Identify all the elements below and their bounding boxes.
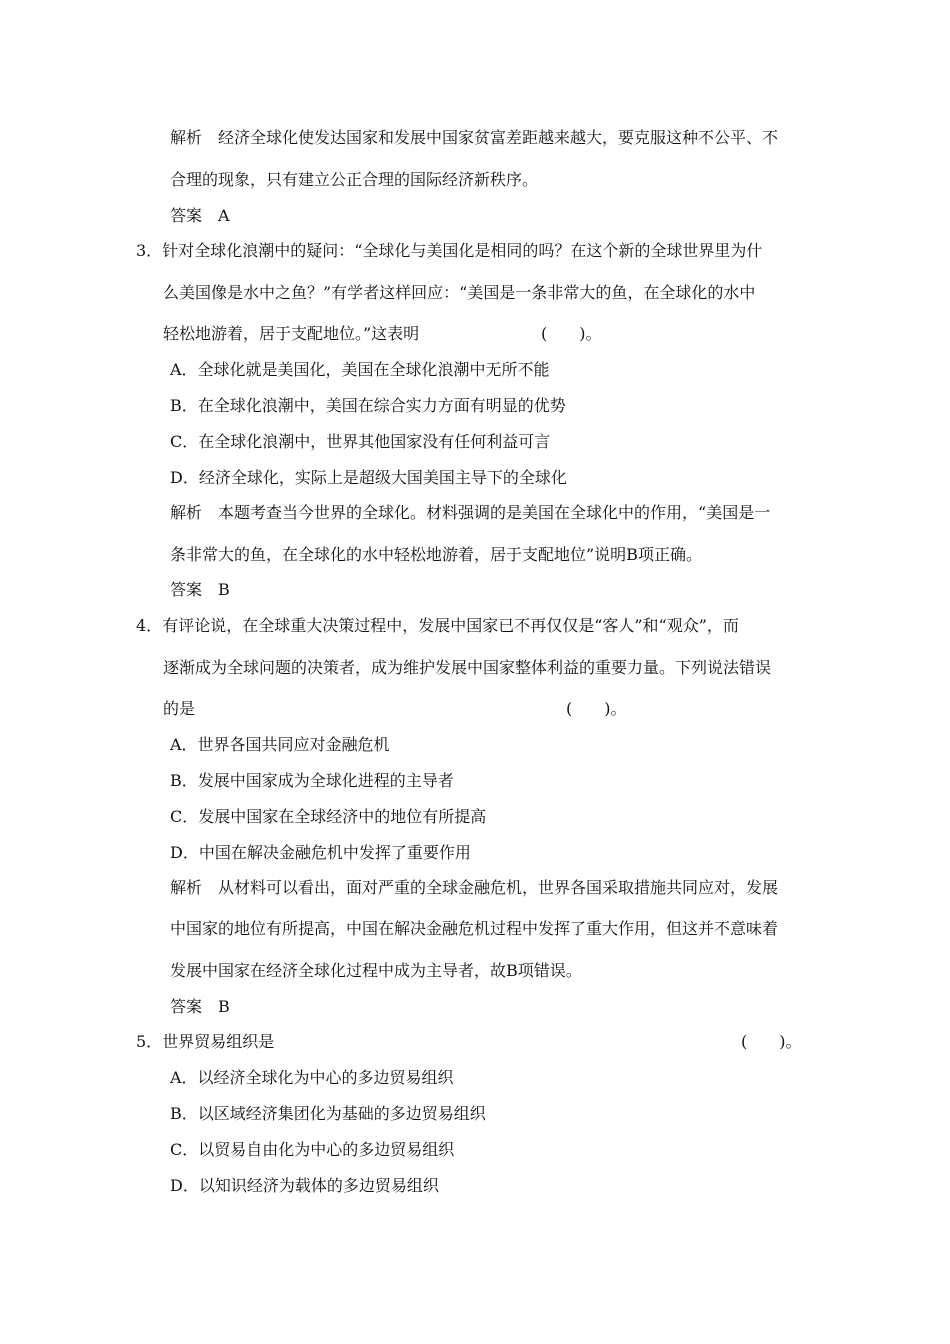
- analysis-label: 解析: [170, 128, 203, 147]
- answer-label: 答案: [170, 580, 203, 599]
- q3-stem-line-1: [136, 241, 762, 261]
- q2-answer: [170, 206, 230, 226]
- q2-analysis-line-1: [170, 128, 778, 148]
- question-number: 4．: [136, 616, 163, 635]
- q3-answer-blank: ( )。: [541, 324, 602, 343]
- q3-answer: [170, 580, 230, 600]
- analysis-label: 解析: [170, 878, 203, 897]
- q4-option-a: A．世界各国共同应对金融危机: [170, 735, 390, 754]
- answer-value: B: [218, 580, 230, 599]
- q3-option-d: D．经济全球化，实际上是超级大国美国主导下的全球化: [170, 468, 567, 487]
- q5-option-b: B．以区域经济集团化为基础的多边贸易组织: [170, 1104, 486, 1123]
- q4-stem-line-2: 逐渐成为全球问题的决策者，成为维护发展中国家整体利益的重要力量。下列说法错误: [163, 658, 772, 677]
- q4-option-b: B．发展中国家成为全球化进程的主导者: [170, 771, 454, 790]
- q3-option-a: A．全球化就是美国化，美国在全球化浪潮中无所不能: [170, 360, 550, 379]
- answer-label: 答案: [170, 206, 203, 225]
- answer-value: A: [218, 206, 230, 225]
- q3-analysis-line-2: 条非常大的鱼，在全球化的水中轻松地游着，居于支配地位”说明B项正确。: [170, 545, 702, 564]
- q4-option-d: D．中国在解决金融危机中发挥了重要作用: [170, 843, 471, 862]
- q5-option-a: A．以经济全球化为中心的多边贸易组织: [170, 1068, 454, 1087]
- stem-text: 针对全球化浪潮中的疑问：“全球化与美国化是相同的吗？在这个新的全球世界里为什: [162, 241, 763, 260]
- q4-option-c: C．发展中国家在全球经济中的地位有所提高: [170, 807, 487, 826]
- q4-answer: [170, 997, 230, 1017]
- stem-text: 世界贸易组织是: [162, 1032, 275, 1051]
- q4-analysis-line-1: [170, 878, 778, 898]
- q4-answer-blank: ( )。: [566, 699, 627, 718]
- stem-text: 有评论说，在全球重大决策过程中，发展中国家已不再仅仅是“客人”和“观众”，而: [162, 616, 739, 635]
- answer-label: 答案: [170, 997, 203, 1016]
- answer-value: B: [218, 997, 230, 1016]
- q5-option-c: C．以贸易自由化为中心的多边贸易组织: [170, 1140, 455, 1159]
- analysis-text: 经济全球化使发达国家和发展中国家贫富差距越来越大，要克服这种不公平、不: [218, 128, 779, 147]
- q3-option-b: B．在全球化浪潮中，美国在综合实力方面有明显的优势: [170, 396, 566, 415]
- q4-analysis-line-3: 发展中国家在经济全球化过程中成为主导者，故B项错误。: [170, 961, 582, 980]
- q5-answer-blank: ( )。: [741, 1032, 802, 1051]
- q3-stem-line-3: 轻松地游着，居于支配地位。”这表明: [163, 324, 420, 343]
- q4-stem-line-1: [136, 616, 739, 636]
- analysis-label: 解析: [170, 503, 203, 522]
- analysis-text: 从材料可以看出，面对严重的全球金融危机，世界各国采取措施共同应对，发展: [218, 878, 779, 897]
- q3-stem-line-2: 么美国像是水中之鱼？”有学者这样回应：“美国是一条非常大的鱼，在全球化的水中: [163, 283, 756, 302]
- q5-option-d: D．以知识经济为载体的多边贸易组织: [170, 1176, 439, 1195]
- analysis-text: 本题考查当今世界的全球化。材料强调的是美国在全球化中的作用，“美国是一: [218, 503, 771, 522]
- q4-analysis-line-2: 中国家的地位有所提高，中国在解决金融危机过程中发挥了重大作用，但这并不意味着: [170, 919, 779, 938]
- question-number: 5．: [136, 1032, 163, 1051]
- q3-analysis-line-1: [170, 503, 770, 523]
- question-number: 3．: [136, 241, 163, 260]
- q3-option-c: C．在全球化浪潮中，世界其他国家没有任何利益可言: [170, 432, 551, 451]
- q4-stem-line-3: 的是: [163, 699, 196, 718]
- q2-analysis-line-2: 合理的现象，只有建立公正合理的国际经济新秩序。: [170, 170, 539, 189]
- q5-stem-line-1: [136, 1032, 274, 1052]
